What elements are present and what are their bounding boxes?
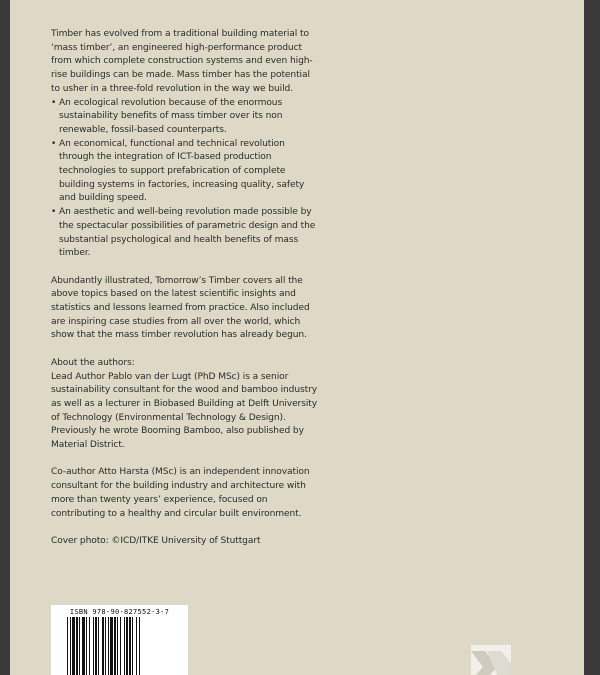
back-cover xyxy=(10,0,584,675)
isbn-number: ISBN 978-90-827552-3-7 xyxy=(69,608,170,616)
revolution-list xyxy=(51,97,321,261)
bullet-item-aesthetic: • An aesthetic and well-being revolution made possible by the spectacular possibilities of parametric design and the substantial psychological and health benefits of mass timber. xyxy=(51,206,321,261)
blurb-text xyxy=(51,28,321,549)
summary-paragraph: Abundantly illustrated, Tomorrow’s Timber covers all the above topics based on the latest scientific insights and statistics and lessons learned from practice. Also included are inspiring case studies from all over the world, which show that the mass timber revolution has already begun. xyxy=(51,275,310,341)
co-author-paragraph: Co-author Atto Harsta (MSc) is an independent innovation consultant for the building industry and architecture with more than twenty years’ experience, focused on contributing to a healthy and circular built environment. xyxy=(51,467,310,519)
publisher-logo xyxy=(471,645,511,675)
isbn-barcode xyxy=(51,605,188,675)
about-heading: About the authors: xyxy=(51,357,135,368)
barcode-bars xyxy=(67,617,173,675)
publisher-logo-icon xyxy=(471,645,511,675)
bullet-item-ecological: • An ecological revolution because of the enormous sustainability benefits of mass timber over its non renewable, fossil-based counterparts. xyxy=(51,97,321,138)
intro-paragraph: Timber has evolved from a traditional building material to ‘mass timber’, an engineered high-performance product from which complete construction systems and even high-rise buildings can be made. Mass timber has the potential to usher in a three-fold revolution in the way we build. xyxy=(51,29,313,94)
cover-photo-credit: Cover photo: ©ICD/ITKE University of Stuttgart xyxy=(51,535,261,546)
bullet-item-economical: • An economical, functional and technical revolution through the integration of ICT-based production technologies to support prefabrication of complete building systems in factories, increasing quality, safety and building speed. xyxy=(51,138,321,207)
lead-author-paragraph: Lead Author Pablo van der Lugt (PhD MSc) is a senior sustainability consultant for the wood and bamboo industry as well as a lecturer in Biobased Building at Delft University of Technology (Environmental Technology & Design). Previously he wrote Booming Bamboo, also published by Material District. xyxy=(51,371,318,451)
